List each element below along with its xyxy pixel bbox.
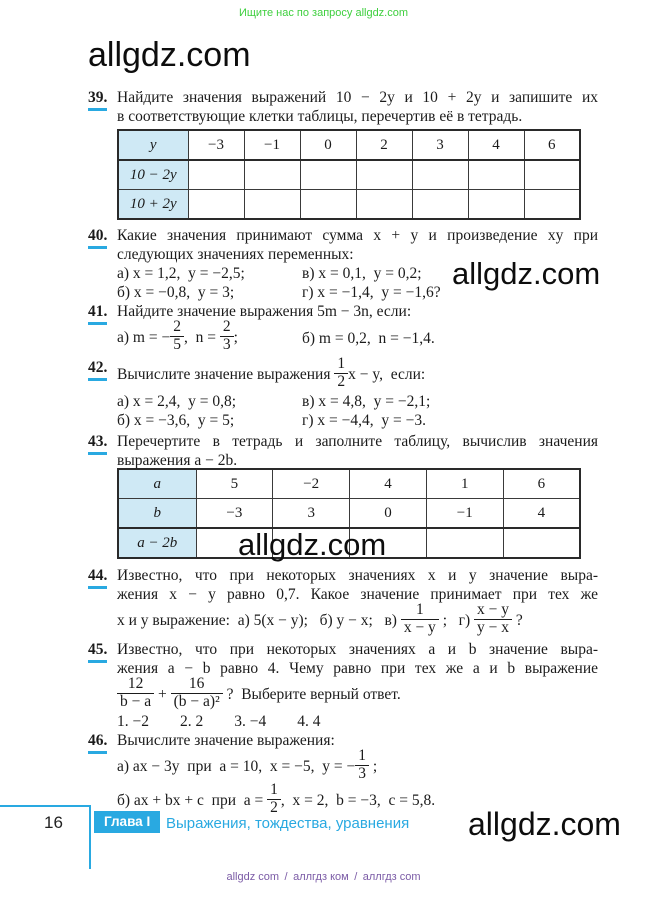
table-cell-empty — [356, 160, 412, 190]
table-cell: 4 — [350, 469, 427, 499]
chapter-badge: Глава I — [94, 811, 160, 833]
table-header-cell: 0 — [300, 130, 356, 160]
table-cell: 6 — [503, 469, 580, 499]
exercise-number: 39. — [88, 88, 107, 111]
table-cell-empty — [244, 190, 300, 220]
answer-options: 1. −2 2. 2 3. −4 4. 4 — [117, 713, 321, 731]
exercise-text: Найдите значения выражений 10 − 2y и 10 + 2y и запишите их — [117, 89, 598, 106]
exercise-43 — [88, 432, 598, 470]
watermark-mid-right: allgdz.com — [452, 256, 601, 291]
watermark-footer: allgdz.com — [468, 806, 621, 842]
exercise-45 — [88, 640, 598, 731]
table-39 — [117, 129, 581, 220]
table-label-cell: 10 + 2y — [118, 190, 188, 220]
exercise-number: 42. — [88, 358, 107, 381]
exercise-text: Известно, что при некоторых значениях x и y значение выра- — [117, 567, 598, 584]
item-b: б) m = 0,2, n = −1,4. — [302, 329, 435, 347]
table-cell: −3 — [196, 499, 273, 529]
exercise-39 — [88, 88, 598, 126]
table-cell-empty — [468, 190, 524, 220]
exercise-text: Вычислите значение выражения $\frac{1}{2}$ x − y, если: — [117, 355, 426, 390]
exercise-text: Перечертите в тетрадь и заполните таблицу, вычислив значения — [117, 433, 598, 450]
exercise-text: выражения a − 2b. — [117, 452, 238, 469]
item-b: б) x = −0,8, y = 3; — [117, 284, 235, 301]
item-a: а) ax − 3y при a = 10, x = −5, y = − $\frac{1}{3}$ ; — [117, 747, 378, 782]
site-links: allgdz com / аллгдз ком / аллгдз com — [226, 871, 421, 883]
fraction: $\frac{1}{2}$ — [334, 356, 348, 390]
table-cell-empty — [503, 528, 580, 558]
exercise-text: жения a − b равно 4. Чему равно при тех же a и b выражение — [117, 660, 598, 677]
table-cell-empty — [300, 160, 356, 190]
fraction: $\frac{1}{3}$ — [355, 748, 369, 782]
table-label-cell: b — [118, 499, 196, 529]
fraction: $\frac{16}{\text{(b − a)²}}$ — [171, 676, 223, 710]
table-cell-empty — [468, 160, 524, 190]
exercise-number: 45. — [88, 640, 107, 663]
table-cell: 5 — [196, 469, 273, 499]
table-cell: 3 — [273, 499, 350, 529]
exercise-number: 41. — [88, 302, 107, 325]
fraction: $\frac{2}{3}$ — [220, 319, 234, 353]
exercise-41 — [88, 302, 598, 355]
exercise-text: следующих значениях переменных: — [117, 246, 354, 263]
table-header-cell: −3 — [188, 130, 244, 160]
table-cell-empty — [524, 160, 580, 190]
table-cell: −1 — [426, 499, 503, 529]
table-header-cell: 6 — [524, 130, 580, 160]
fraction: $\frac{x - y}{y - x}$ — [474, 602, 512, 636]
table-cell: 0 — [350, 499, 427, 529]
table-cell: 1 — [426, 469, 503, 499]
item-a: а) m = − $\frac{2}{5}$ , n = $\frac{2}{3}$ ; — [117, 318, 238, 353]
exercise-text: жения x − y равно 0,7. Какое значение принимает при тех же — [117, 586, 598, 603]
exercise-number: 43. — [88, 432, 107, 455]
table-cell: 4 — [503, 499, 580, 529]
table-cell-empty — [412, 160, 468, 190]
table-cell-empty — [356, 190, 412, 220]
exercise-42 — [88, 355, 598, 430]
page-number: 16 — [44, 813, 63, 832]
table-cell-empty — [188, 160, 244, 190]
exercise-text: Какие значения принимают сумма x + y и произведение xy при — [117, 227, 598, 244]
exercise-text: Известно, что при некоторых значениях a и b значение выра- — [117, 641, 598, 658]
table-header-cell: 2 — [356, 130, 412, 160]
table-cell-empty — [524, 190, 580, 220]
exercise-text: x и y выражение: а) 5(x − y); б) y − x; в) $\frac{1}{x - y}$ ; г) $\frac{x - y}{y - x}$ ? — [117, 601, 523, 636]
exercise-number: 44. — [88, 566, 107, 589]
table-label-cell: a — [118, 469, 196, 499]
exercise-text: в соответствующие клетки таблицы, перечертив её в тетрадь. — [117, 108, 523, 125]
chapter-title: Выражения, тождества, уравнения — [166, 815, 410, 832]
table-cell-empty — [300, 190, 356, 220]
table-header-cell: 3 — [412, 130, 468, 160]
table-cell-empty — [426, 528, 503, 558]
exercise-44 — [88, 566, 598, 638]
item-b: б) ax + bx + c при a = $\frac{1}{2}$ , x = 2, b = −3, c = 5,8. — [117, 781, 436, 817]
fraction: $\frac{1}{x - y}$ — [401, 602, 439, 636]
item-g: г) x = −4,4, y = −3. — [302, 412, 426, 430]
exercise-number: 46. — [88, 731, 107, 754]
table-cell-empty — [188, 190, 244, 220]
item-b: б) x = −3,6, y = 5; — [117, 412, 235, 430]
table-label-cell: a − 2b — [118, 528, 196, 558]
table-cell-empty — [244, 160, 300, 190]
exercise-text: $\frac{12}{b - a}$ + $\frac{16}{\text{(b − a)²}}$ ? Выберите верный ответ. — [117, 678, 598, 712]
watermark-top: allgdz.com — [88, 36, 251, 74]
item-a: а) x = 1,2, y = −2,5; — [117, 265, 245, 282]
item-g: г) x = −1,4, y = −1,6? — [302, 284, 441, 301]
item-a: а) x = 2,4, y = 0,8; — [117, 393, 237, 411]
fraction: $\frac{12}{b - a}$ — [117, 676, 154, 710]
exercise-text: Вычислите значение выражения: — [117, 732, 335, 749]
promo-banner: Ищите нас по запросу allgdz.com — [238, 7, 409, 19]
item-v: в) x = 4,8, y = −2,1; — [302, 393, 431, 411]
fraction: $\frac{2}{5}$ — [170, 319, 184, 353]
table-label-cell: 10 − 2y — [118, 160, 188, 190]
item-v: в) x = 0,1, y = 0,2; — [302, 265, 422, 282]
exercise-number: 40. — [88, 226, 107, 249]
watermark-table: allgdz.com — [238, 527, 387, 562]
table-header-cell: 4 — [468, 130, 524, 160]
fraction: $\frac{1}{2}$ — [267, 782, 281, 816]
table-cell-empty — [412, 190, 468, 220]
exercise-text: Найдите значение выражения 5m − 3n, если: — [117, 303, 412, 320]
table-label-cell: y — [118, 130, 188, 160]
table-header-cell: −1 — [244, 130, 300, 160]
table-cell: −2 — [273, 469, 350, 499]
